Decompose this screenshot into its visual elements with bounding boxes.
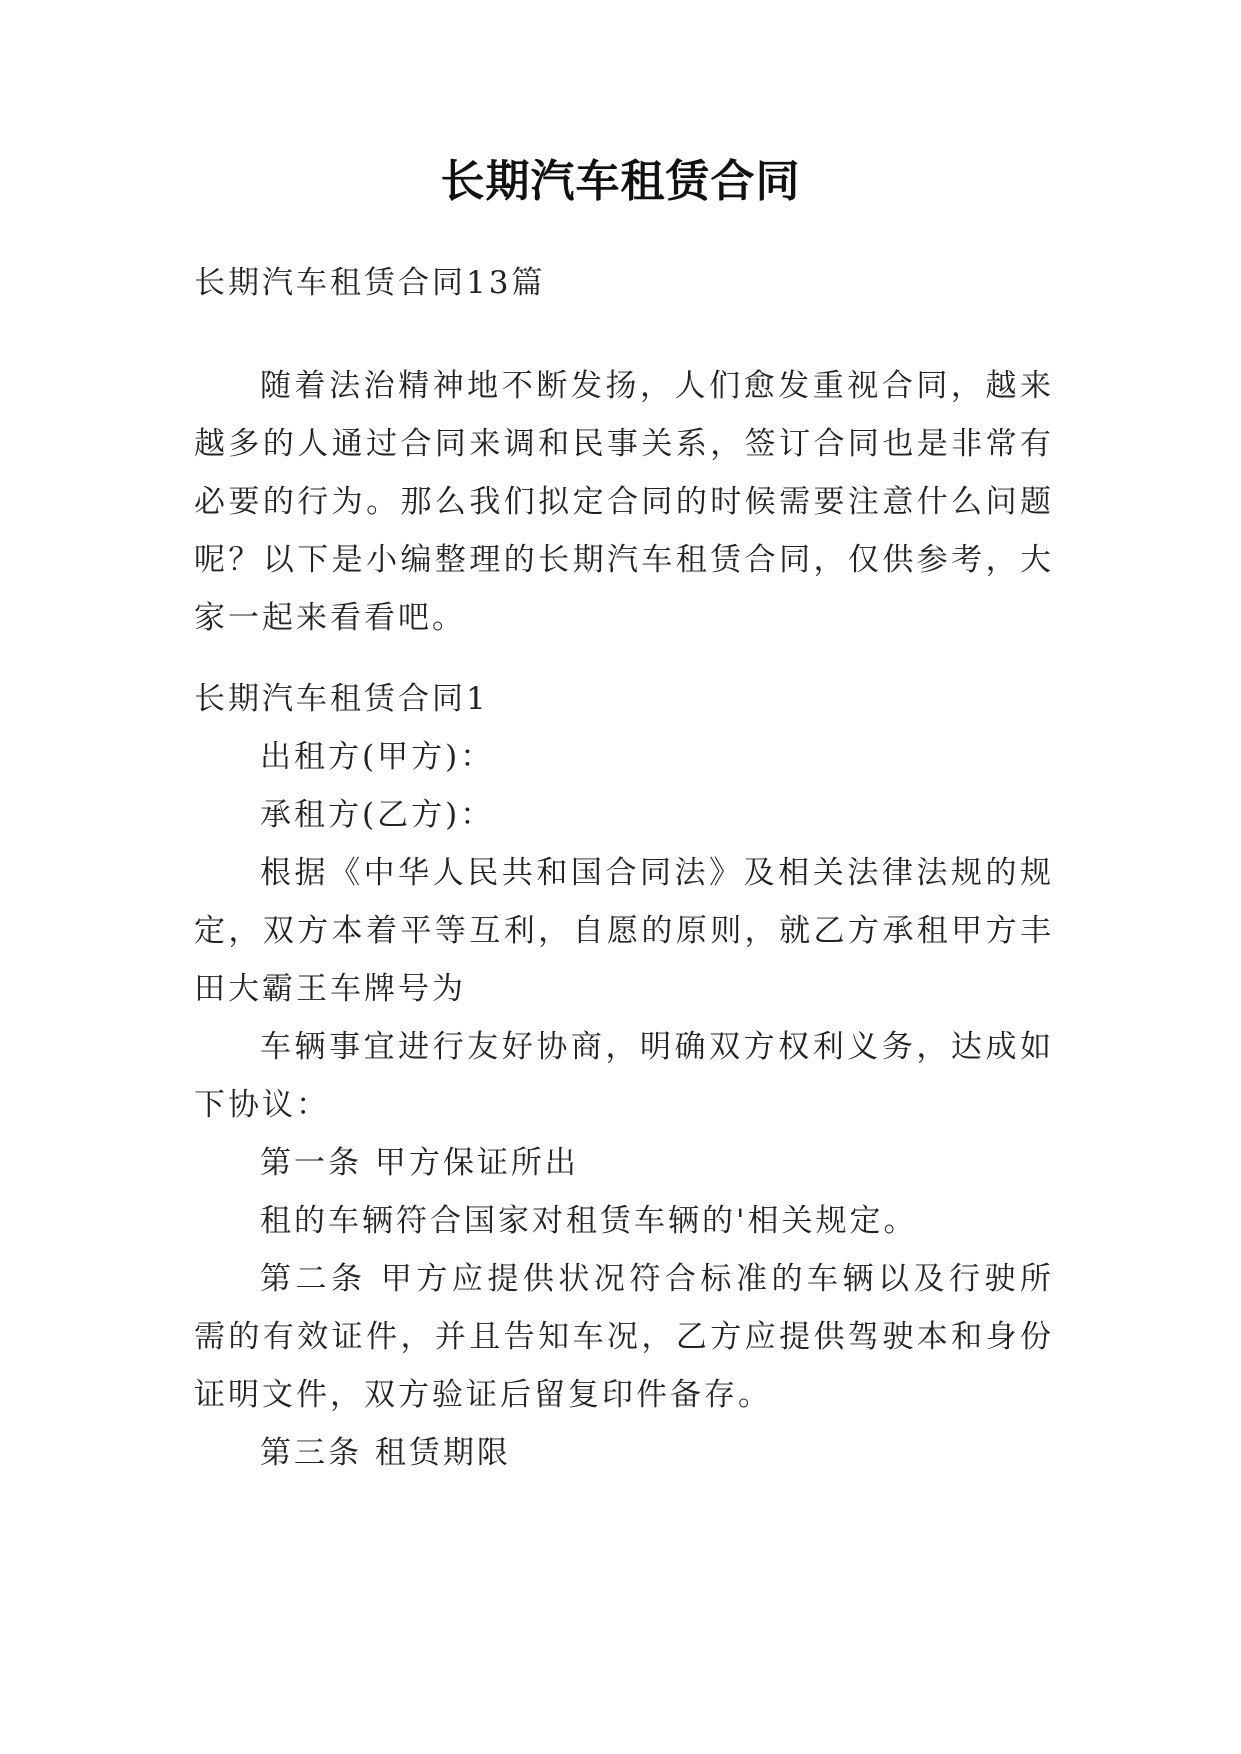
document-subtitle	[194, 254, 1054, 312]
article-3-title: 第三条 租赁期限	[260, 1435, 511, 1471]
article-1-text: 租的车辆符合国家对租赁车辆的'相关规定。	[260, 1203, 918, 1239]
party-b-line: 承租方(乙方)：	[260, 797, 495, 833]
intro-section	[194, 357, 1054, 647]
agreement-paragraph: 车辆事宜进行友好协商，明确双方权利义务，达成如下协议：	[194, 1029, 1054, 1123]
basis-paragraph: 根据《中华人民共和国合同法》及相关法律法规的规定，双方本着平等互利，自愿的原则，就乙方承租甲方丰田大霸王车牌号为	[194, 855, 1054, 1007]
article-1-title: 第一条 甲方保证所出	[260, 1145, 579, 1181]
article-2-paragraph: 第二条 甲方应提供状况符合标准的车辆以及行驶所需的有效证件，并且告知车况，乙方应提供驾驶本和身份证明文件，双方验证后留复印件备存。	[194, 1261, 1054, 1413]
intro-paragraph: 随着法治精神地不断发扬，人们愈发重视合同，越来越多的人通过合同来调和民事关系，签订合同也是非常有必要的行为。那么我们拟定合同的时候需要注意什么问题呢？以下是小编整理的长期汽车租赁合同，仅供参考，大家一起来看看吧。	[194, 368, 1054, 636]
subtitle-line: 长期汽车租赁合同13篇	[194, 265, 546, 301]
section-heading: 长期汽车租赁合同1	[194, 681, 489, 717]
document-title: 长期汽车租赁合同	[440, 156, 801, 207]
party-a-line: 出租方(甲方)：	[260, 739, 495, 775]
contract-section	[194, 670, 1054, 1482]
